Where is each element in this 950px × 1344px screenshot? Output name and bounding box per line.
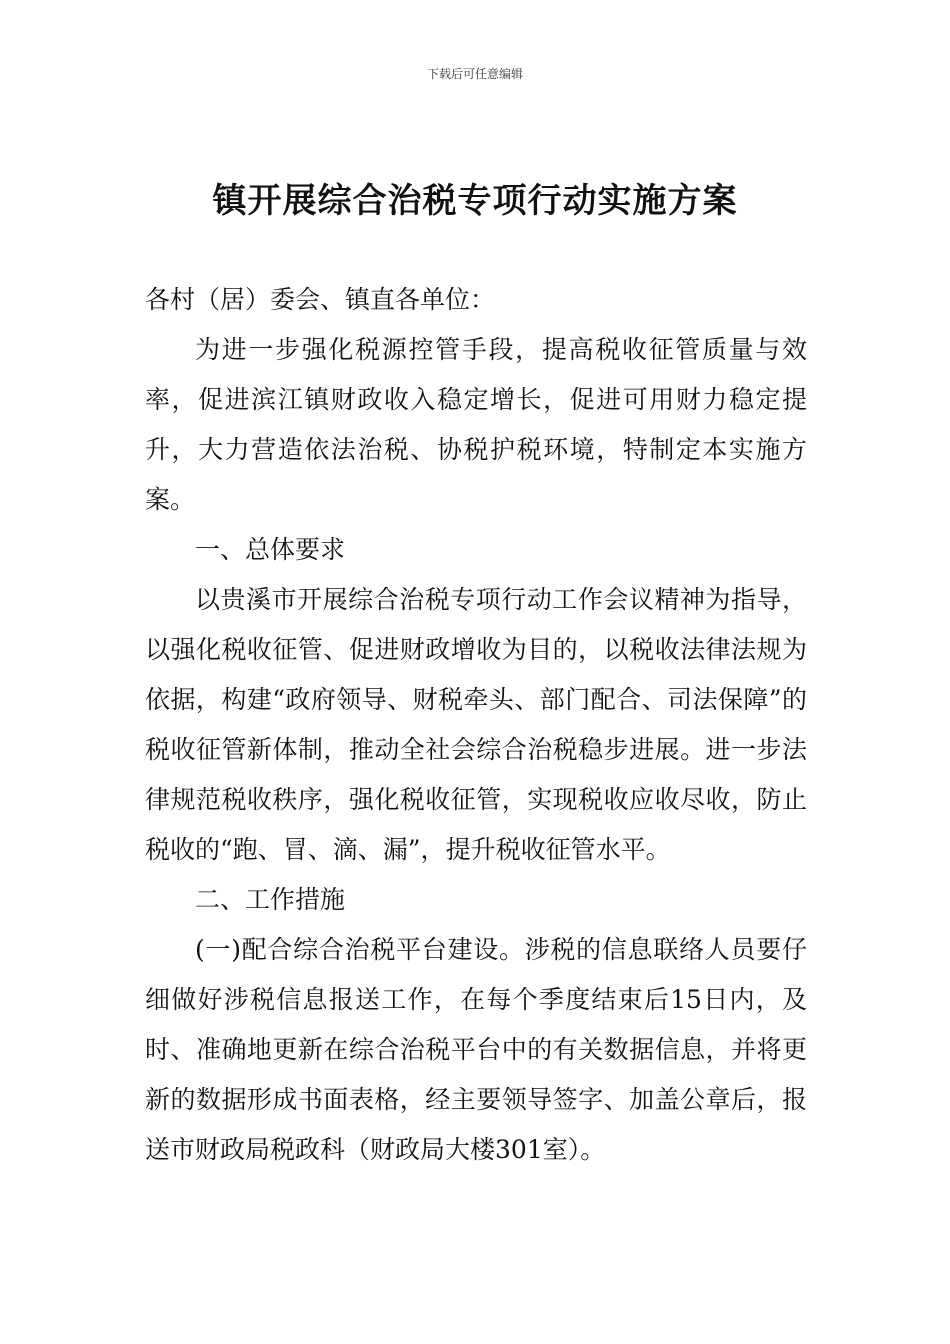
header-note: 下载后可任意编辑 — [426, 67, 523, 81]
document-title: 镇开展综合治税专项行动实施方案 — [212, 181, 738, 221]
section-heading-work-measures: 二、工作措施 — [195, 885, 346, 914]
section-heading-overall-requirements: 一、总体要求 — [195, 535, 346, 564]
paragraph-measure-1: (一)配合综合治税平台建设。涉税的信息联络人员要仔细做好涉税信息报送工作，在每个季度结束后15日内，及时、准确地更新在综合治税平台中的有关数据信息，并将更新的数据形成书面表格，经主要领导签字、加盖公章后，报送市财政局税政科（财政局大楼301室）。 — [145, 935, 807, 1164]
salutation: 各村（居）委会、镇直各单位： — [145, 285, 496, 314]
paragraph-intro: 为进一步强化税源控管手段，提高税收征管质量与效率，促进滨江镇财政收入稳定增长，促进可用财力稳定提升，大力营造依法治税、协税护税环境，特制定本实施方案。 — [145, 335, 807, 514]
document-body — [145, 275, 807, 1175]
paragraph-overall-requirements: 以贵溪市开展综合治税专项行动工作会议精神为指导，以强化税收征管、促进财政增收为目的，以税收法律法规为依据，构建“政府领导、财税牵头、部门配合、司法保障”的税收征管新体制，推动全社会综合治税稳步进展。进一步法律规范税收秩序，强化税收征管，实现税收应收尽收，防止税收的“跑、冒、滴、漏”，提升税收征管水平。 — [145, 585, 807, 864]
